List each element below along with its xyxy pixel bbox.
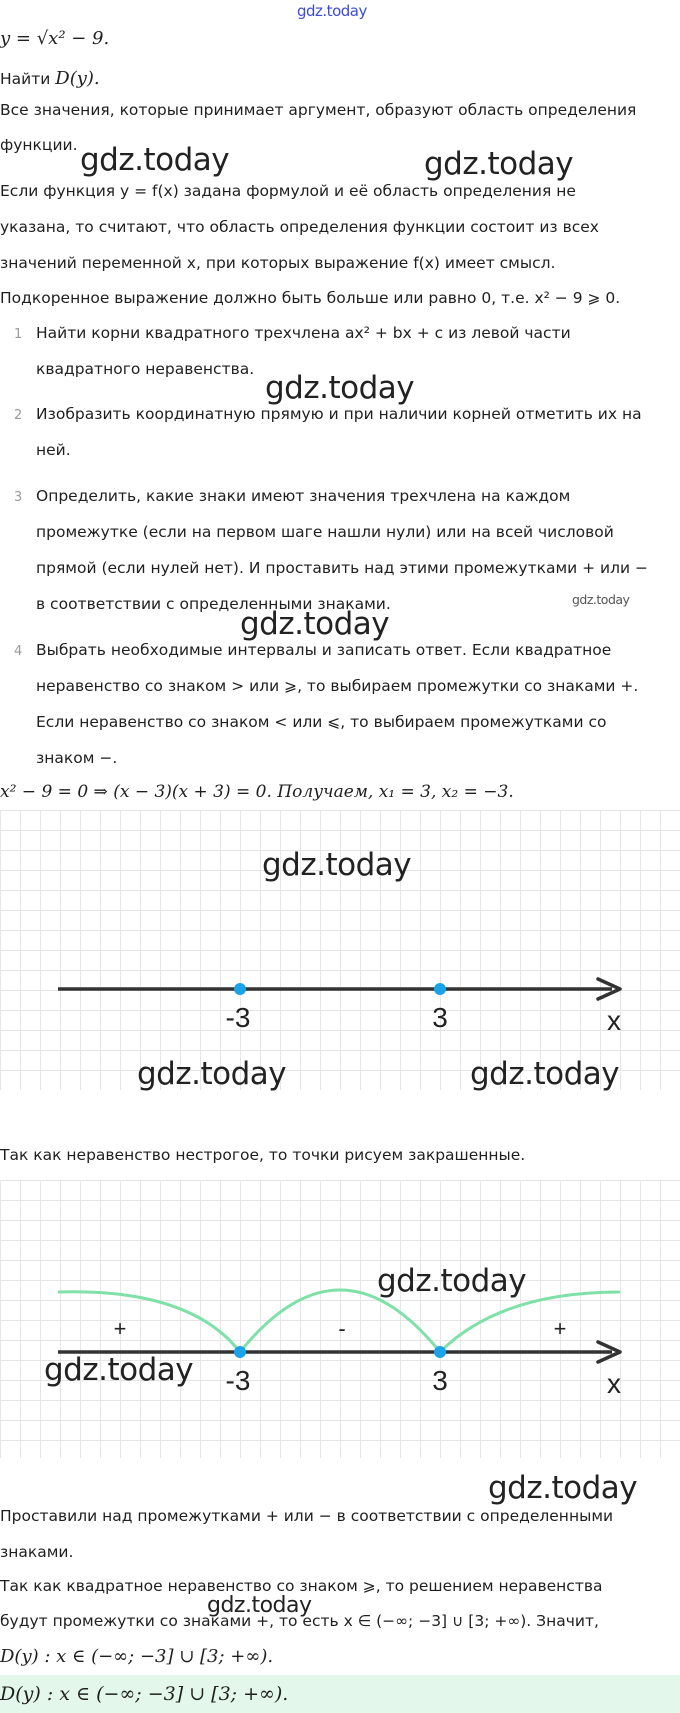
step-text: промежутке (если на первом шаге нашли нули) или на всей числовой [36, 523, 614, 541]
step-number: 3 [14, 490, 23, 505]
number-line-svg-2 [0, 1180, 680, 1458]
text-line: будут промежутки со знаками +, то есть x ∈ (−∞; −3] ∪ [3; +∞). Значит, [0, 1612, 599, 1630]
step-text: знаком −. [36, 749, 118, 767]
step-text: квадратного неравенства. [36, 360, 255, 378]
sign-left: + [113, 1316, 127, 1341]
answer-box [0, 1675, 680, 1713]
roots-line [0, 782, 514, 802]
sign-right: + [553, 1316, 567, 1341]
function-formula: y = √x² − 9. [0, 28, 110, 49]
watermark: gdz.today [470, 1056, 620, 1092]
root-point-left [234, 1346, 246, 1358]
roots-math: x² − 9 = 0 ⇒ (x − 3)(x + 3) = 0. Получаем, x₁ = 3, x₂ = −3. [0, 782, 514, 802]
watermark: gdz.today [424, 146, 574, 182]
step-number: 4 [14, 644, 23, 659]
final-answer: D(y) : x ∈ (−∞; −3] ∪ [3; +∞). [0, 1683, 289, 1705]
task-prefix: Найти [0, 70, 56, 88]
label-left: -3 [225, 1365, 251, 1396]
watermark: gdz.today [44, 1352, 194, 1388]
watermark: gdz.today [488, 1470, 638, 1506]
text-line: Проставили над промежутками + или − в соответствии с определенными [0, 1507, 614, 1525]
text-line: функции. [0, 136, 78, 154]
number-line-figure-2 [0, 1180, 680, 1458]
watermark: gdz.today [377, 1263, 527, 1299]
task-math: D(y). [55, 68, 100, 89]
step-text: ней. [36, 441, 71, 459]
step-text: Изобразить координатную прямую и при наличии корней отметить их на [36, 405, 642, 423]
axis-label: x [607, 1005, 621, 1036]
watermark-top: gdz.today [297, 2, 367, 20]
sign-arc-left [58, 1292, 240, 1352]
text-line: знаками. [0, 1543, 74, 1561]
watermark: gdz.today [240, 606, 390, 642]
step-text: неравенство со знаком > или ⩾, то выбираем промежутки со знаками +. [36, 677, 639, 695]
step-number: 1 [14, 327, 23, 342]
watermark: gdz.today [80, 142, 230, 178]
watermark: gdz.today [265, 370, 415, 406]
step-text: прямой (если нулей нет). И проставить над этими промежутками + или − [36, 559, 649, 577]
label-right: 3 [432, 1002, 448, 1033]
root-point-right [434, 983, 446, 995]
domain-result: D(y) : x ∈ (−∞; −3] ∪ [3; +∞). [0, 1646, 274, 1667]
step-number: 2 [14, 408, 23, 423]
watermark-small: gdz.today [572, 592, 630, 607]
text-line: значений переменной x, при которых выражение f(x) имеет смысл. [0, 254, 556, 272]
text-line: Если функция y = f(x) задана формулой и её область определения не [0, 182, 576, 200]
sign-middle: - [338, 1316, 346, 1341]
text-line: Так как неравенство нестрогое, то точки рисуем закрашенные. [0, 1146, 526, 1164]
task-line [0, 68, 100, 89]
step-text: в соответствии с определенными знаками. [36, 595, 391, 613]
text-line: Все значения, которые принимает аргумент, образуют область определения [0, 101, 637, 119]
step-text: Выбрать необходимые интервалы и записать ответ. Если квадратное [36, 641, 612, 659]
text-line: Так как квадратное неравенство со знаком ⩾, то решением неравенства [0, 1577, 603, 1595]
text-line: указана, то считают, что область определения функции состоит из всех [0, 218, 599, 236]
text-line: Подкоренное выражение должно быть больше или равно 0, т.е. x² − 9 ⩾ 0. [0, 289, 621, 307]
step-text: Найти корни квадратного трехчлена ax² + bx + c из левой части [36, 324, 571, 342]
root-point-right [434, 1346, 446, 1358]
watermark: gdz.today [262, 847, 412, 883]
axis-label: x [607, 1368, 621, 1399]
label-left: -3 [225, 1002, 251, 1033]
sign-arc-right [440, 1292, 620, 1352]
label-right: 3 [432, 1365, 448, 1396]
root-point-left [234, 983, 246, 995]
step-text: Определить, какие знаки имеют значения трехчлена на каждом [36, 487, 571, 505]
step-text: Если неравенство со знаком < или ⩽, то выбираем промежутками со [36, 713, 607, 731]
watermark: gdz.today [137, 1056, 287, 1092]
watermark: gdz.today [207, 1593, 312, 1618]
